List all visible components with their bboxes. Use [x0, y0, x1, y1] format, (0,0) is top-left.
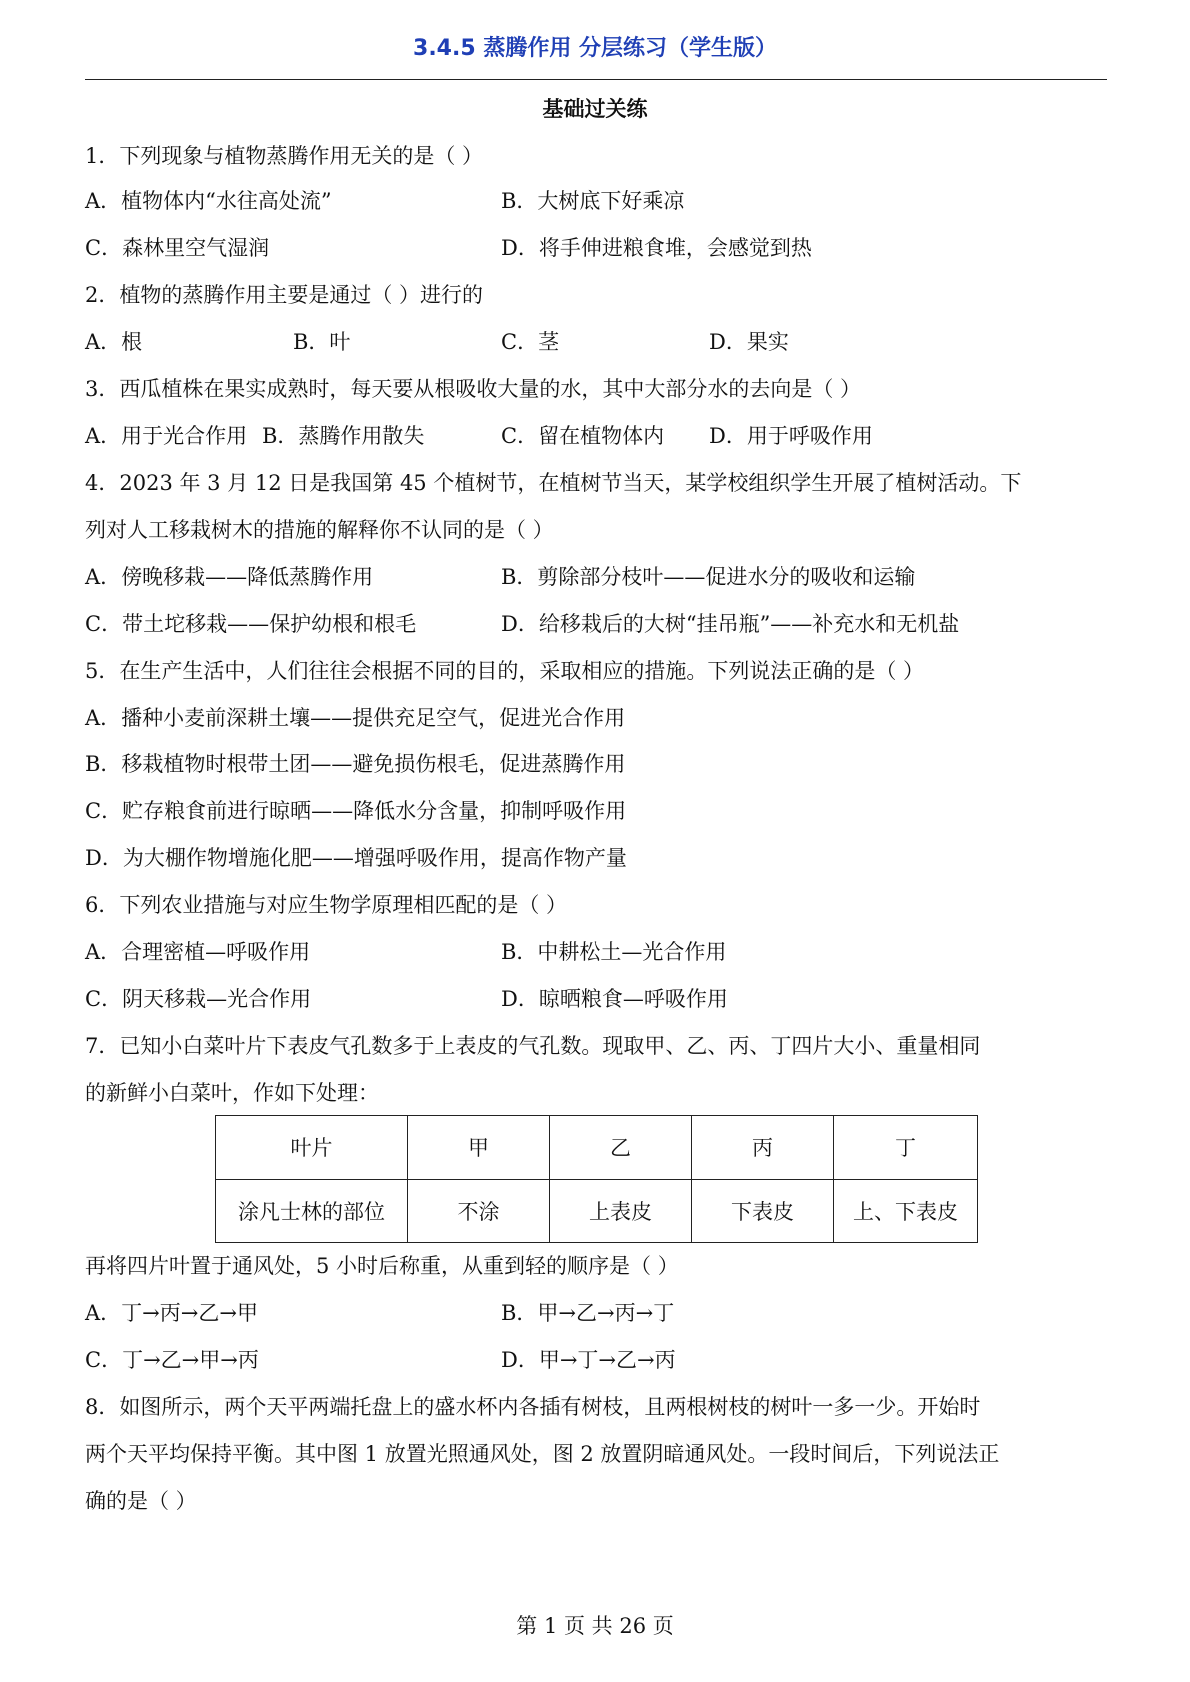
question-7-option-b: B．甲→乙→丙→丁	[501, 1301, 675, 1325]
question-4-option-a: A．傍晚移栽——降低蒸腾作用	[85, 565, 374, 589]
question-5-option-a: A．播种小麦前深耕土壤——提供充足空气，促进光合作用	[85, 706, 626, 730]
question-7-option-c: C．丁→乙→甲→丙	[85, 1348, 259, 1372]
question-7-option-a: A．丁→丙→乙→甲	[85, 1301, 258, 1325]
question-8-stem-line-3: 确的是（ ）	[85, 1489, 197, 1513]
table-cell: 叶片	[216, 1116, 408, 1180]
question-3-option-b: B．蒸腾作用散失	[262, 424, 425, 448]
question-1-option-a: A．植物体内“水往高处流”	[85, 189, 332, 213]
table-cell: 上、下表皮	[834, 1179, 978, 1243]
question-4-stem-line-1: 4．2023 年 3 月 12 日是我国第 45 个植树节，在植树节当天，某学校组织学生开展了植树活动。下	[85, 471, 1022, 495]
question-6-option-d: D．晾晒粮食—呼吸作用	[501, 987, 728, 1011]
question-1-stem: 1．下列现象与植物蒸腾作用无关的是（ ）	[85, 144, 484, 168]
question-4-stem-line-2: 列对人工移栽树木的措施的解释你不认同的是（ ）	[85, 518, 554, 542]
page-footer: 第 1 页 共 26 页	[516, 1614, 674, 1638]
question-2-option-d: D．果实	[709, 330, 789, 354]
question-8-stem-line-1: 8．如图所示，两个天平两端托盘上的盛水杯内各插有树枝，且两根树枝的树叶一多一少。开始时	[85, 1395, 981, 1419]
table-cell: 乙	[550, 1116, 692, 1180]
table-cell: 上表皮	[550, 1179, 692, 1243]
question-7-option-d: D．甲→丁→乙→丙	[501, 1348, 676, 1372]
question-1-option-d: D．将手伸进粮食堆，会感觉到热	[501, 236, 812, 260]
section-heading: 基础过关练	[542, 97, 648, 121]
question-2-option-c: C．茎	[501, 330, 560, 354]
question-3-option-d: D．用于呼吸作用	[709, 424, 873, 448]
question-5-option-d: D．为大棚作物增施化肥——增强呼吸作用，提高作物产量	[85, 846, 627, 870]
question-4-option-c: C．带土坨移栽——保护幼根和根毛	[85, 612, 417, 636]
question-6-stem: 6．下列农业措施与对应生物学原理相匹配的是（ ）	[85, 893, 568, 917]
question-7-stem-line-2: 的新鲜小白菜叶，作如下处理：	[85, 1081, 379, 1105]
question-3-stem: 3．西瓜植株在果实成熟时，每天要从根吸收大量的水，其中大部分水的去向是（ ）	[85, 377, 862, 401]
header-rule	[85, 79, 1107, 80]
question-6-option-c: C．阴天移栽—光合作用	[85, 987, 312, 1011]
table-cell: 涂凡士林的部位	[216, 1179, 408, 1243]
question-3-option-c: C．留在植物体内	[501, 424, 665, 448]
question-2-option-a: A．根	[85, 330, 143, 354]
question-6-option-b: B．中耕松土—光合作用	[501, 940, 727, 964]
question-7-stem-line-1: 7．已知小白菜叶片下表皮气孔数多于上表皮的气孔数。现取甲、乙、丙、丁四片大小、重量相同	[85, 1034, 981, 1058]
question-6-option-a: A．合理密植—呼吸作用	[85, 940, 311, 964]
table-cell: 丁	[834, 1116, 978, 1180]
question-2-stem: 2．植物的蒸腾作用主要是通过（ ）进行的	[85, 283, 484, 307]
question-7-after-table: 再将四片叶置于通风处，5 小时后称重，从重到轻的顺序是（ ）	[85, 1254, 679, 1278]
document-title: 3.4.5 蒸腾作用 分层练习（学生版）	[413, 36, 777, 61]
table-cell: 丙	[692, 1116, 834, 1180]
question-5-option-b: B．移栽植物时根带土团——避免损伤根毛，促进蒸腾作用	[85, 752, 626, 776]
question-8-stem-line-2: 两个天平均保持平衡。其中图 1 放置光照通风处，图 2 放置阴暗通风处。一段时间后，下列说法正	[85, 1442, 1000, 1466]
question-1-option-c: C．森林里空气湿润	[85, 236, 270, 260]
treatment-table	[215, 1115, 978, 1243]
table-cell: 下表皮	[692, 1179, 834, 1243]
table-cell: 甲	[408, 1116, 550, 1180]
question-5-stem: 5．在生产生活中，人们往往会根据不同的目的，采取相应的措施。下列说法正确的是（ ）	[85, 659, 925, 683]
question-1-option-b: B．大树底下好乘凉	[501, 189, 685, 213]
question-3-option-a: A．用于光合作用	[85, 424, 248, 448]
question-4-option-b: B．剪除部分枝叶——促进水分的吸收和运输	[501, 565, 916, 589]
question-5-option-c: C．贮存粮食前进行晾晒——降低水分含量，抑制呼吸作用	[85, 799, 627, 823]
table-header-row	[216, 1116, 978, 1180]
question-4-option-d: D．给移栽后的大树“挂吊瓶”——补充水和无机盐	[501, 612, 960, 636]
question-2-option-b: B．叶	[293, 330, 351, 354]
table-row	[216, 1179, 978, 1243]
table-cell: 不涂	[408, 1179, 550, 1243]
